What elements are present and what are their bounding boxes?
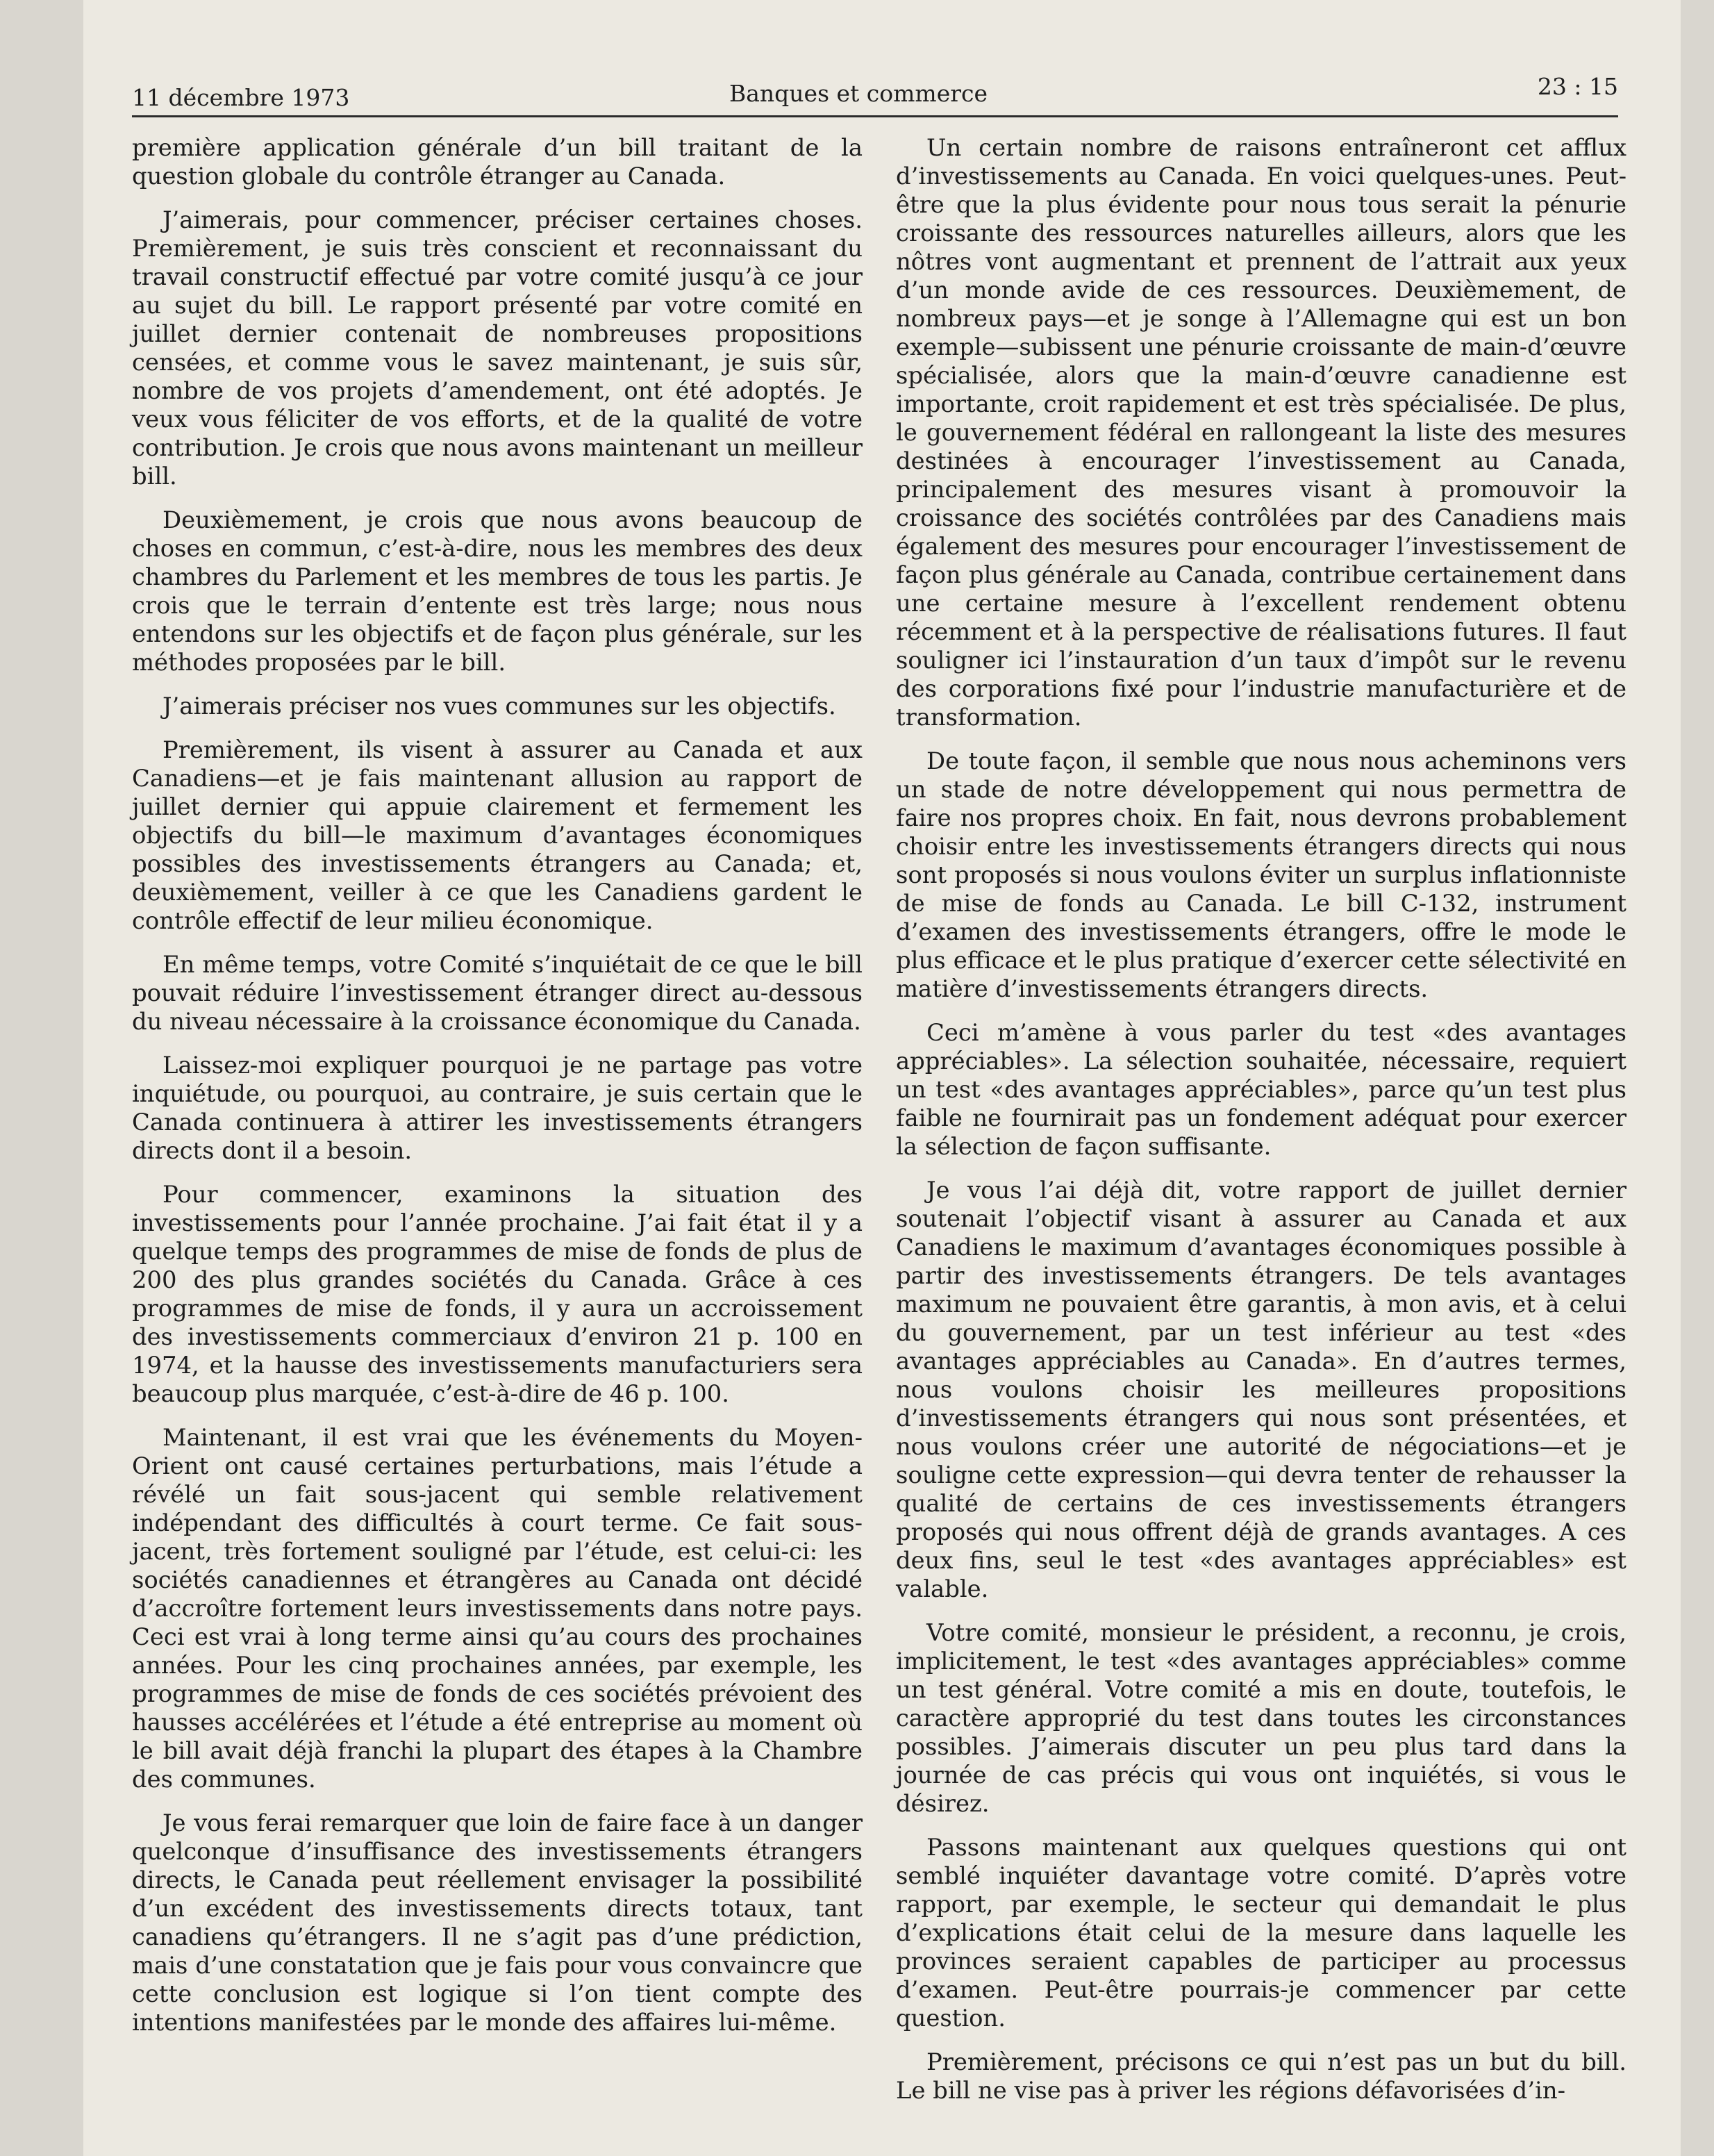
paragraph: Un certain nombre de raisons entraîneront cet afflux d’investissements au Canada. En voici quelques-unes. Peut-être que la plus évidente pour nous tous serait la pénurie croissante des ressources naturelles ailleurs, alors que les nôtres vont augmentant et prennent de l’attrait aux yeux d’un monde avide de ces ressources. Deuxièmement, de nombreux pays—et je songe à l’Allemagne qui est un bon exemple—subissent une pénurie croissante de main-d’œuvre spécialisée, alors que la main-d’œuvre canadienne est importante, croit rapidement et est très spécialisée. De plus, le gouvernement fédéral en rallongeant la liste des mesures destinées à encourager l’investissement au Canada, principalement des mesures visant à promouvoir la croissance des sociétés contrôlées par des Canadiens mais également des mesures pour encourager l’investissement de façon plus générale au Canada, contribue certainement dans une certaine mesure à l’excellent rendement obtenu récemment et à la perspective de réalisations futures. Il faut souligner ici l’instauration d’un taux d’impôt sur le revenu des corporations fixé pour l’industrie manufacturière et de transformation. [896, 134, 1626, 731]
paragraph: Premièrement, ils visent à assurer au Canada et aux Canadiens—et je fais maintenant allusion au rapport de juillet dernier qui appuie clairement et fermement les objectifs du bill—le maximum d’avantages économiques possibles des investissements étrangers au Canada; et, deuxièmement, veiller à ce que les Canadiens gardent le contrôle effectif de leur milieu économique. [132, 736, 863, 934]
paragraph: première application générale d’un bill traitant de la question globale du contrôle étranger au Canada. [132, 134, 863, 190]
paragraph: Laissez-moi expliquer pourquoi je ne partage pas votre inquiétude, ou pourquoi, au contraire, je suis certain que le Canada continuera à attirer les investissements étrangers directs dont il a besoin. [132, 1052, 863, 1164]
paragraph: De toute façon, il semble que nous nous acheminons vers un stade de notre développement qui nous permettra de faire nos propres choix. En fait, nous devrons probablement choisir entre les investissements étrangers directs qui nous sont proposés si nous voulons éviter un surplus inflationniste de mise de fonds au Canada. Le bill C-132, instrument d’examen des investissements étrangers, offre le mode le plus efficace et le plus pratique d’exercer cette sélectivité en matière d’investissements étrangers directs. [896, 747, 1626, 1002]
header-date: 11 décembre 1973 [132, 84, 350, 111]
paragraph: J’aimerais préciser nos vues communes sur les objectifs. [163, 693, 836, 720]
running-header [132, 67, 1618, 117]
paragraph: Passons maintenant aux quelques questions qui ont semblé inquiéter davantage votre comité. D’après votre rapport, par exemple, le secteur qui demandait le plus d’explications était celui de la mesure dans laquelle les provinces seraient capables de participer au processus d’examen. Peut-être pourrais-je commencer par cette question. [896, 1834, 1626, 2032]
paragraph: J’aimerais, pour commencer, préciser certaines choses. Premièrement, je suis très conscient et reconnaissant du travail constructif effectué par votre comité jusqu’à ce jour au sujet du bill. Le rapport présenté par votre comité en juillet dernier contenait de nombreuses propositions censées, et comme vous le savez maintenant, je suis sûr, nombre de vos projets d’amendement, ont été adoptés. Je veux vous féliciter de vos efforts, et de la qualité de votre contribution. Je crois que nous avons maintenant un meilleur bill. [132, 206, 863, 490]
paragraph: Je vous l’ai déjà dit, votre rapport de juillet dernier soutenait l’objectif visant à assurer au Canada et aux Canadiens le maximum d’avantages économiques possible à partir des investissements étrangers. De tels avantages maximum ne pouvaient être garantis, à mon avis, et à celui du gouvernement, par un test inférieur au test «des avantages appréciables au Canada». En d’autres termes, nous voulons choisir les meilleures propositions d’investissements étrangers qui nous sont présentées, et nous voulons créer une autorité de négociations—et je souligne cette expression—qui devra tenter de rehausser la qualité de certains de ces investissements étrangers proposés qui nous offrent déjà de grands avantages. A ces deux fins, seul le test «des avantages appréciables» est valable. [896, 1177, 1626, 1602]
left-column [132, 133, 863, 2134]
paragraph: Deuxièmement, je crois que nous avons beaucoup de choses en commun, c’est-à-dire, nous les membres des deux chambres du Parlement et les membres de tous les partis. Je crois que le terrain d’entente est très large; nous nous entendons sur les objectifs et de façon plus générale, sur les méthodes proposées par le bill. [132, 506, 863, 676]
paragraph: En même temps, votre Comité s’inquiétait de ce que le bill pouvait réduire l’investissement étranger direct au-dessous du niveau nécessaire à la croissance économique du Canada. [132, 951, 863, 1035]
header-title: Banques et commerce [729, 80, 988, 107]
paragraph: Pour commencer, examinons la situation des investissements pour l’année prochaine. J’ai fait état il y a quelque temps des programmes de mise de fonds de plus de 200 des plus grandes sociétés du Canada. Grâce à ces programmes de mise de fonds, il y aura un accroissement des investissements commerciaux d’environ 21 p. 100 en 1974, et la hausse des investissements manufacturiers sera beaucoup plus marquée, c’est-à-dire de 46 p. 100. [132, 1181, 863, 1407]
paragraph: Premièrement, précisons ce qui n’est pas un but du bill. Le bill ne vise pas à priver les régions défavorisées d’in- [896, 2048, 1626, 2104]
paragraph: Je vous ferai remarquer que loin de faire face à un danger quelconque d’insuffisance des investissements étrangers directs, le Canada peut réellement envisager la possibilité d’un excédent des investissements directs totaux, tant canadiens qu’étrangers. Il ne s’agit pas d’une prédiction, mais d’une constatation que je fais pour vous convaincre que cette conclusion est logique si l’on tient compte des intentions manifestées par le monde des affaires lui-même. [132, 1809, 863, 2036]
right-column [896, 133, 1626, 2134]
page-number: 23 : 15 [1537, 73, 1618, 100]
paragraph: Votre comité, monsieur le président, a reconnu, je crois, implicitement, le test «des avantages appréciables» comme un test général. Votre comité a mis en doute, toutefois, le caractère approprié du test dans toutes les circonstances possibles. J’aimerais discuter un peu plus tard dans la journée de cas précis qui vous ont inquiétés, si vous le désirez. [896, 1619, 1626, 1817]
paragraph: Ceci m’amène à vous parler du test «des avantages appréciables». La sélection souhaitée, nécessaire, requiert un test «des avantages appréciables», parce qu’un test plus faible ne fournirait pas un fondement adéquat pour exercer la sélection de façon suffisante. [896, 1019, 1626, 1160]
paragraph: Maintenant, il est vrai que les événements du Moyen-Orient ont causé certaines perturbations, mais l’étude a révélé un fait sous-jacent qui semble relativement indépendant des difficultés à court terme. Ce fait sous-jacent, très fortement souligné par l’étude, est celui-ci: les sociétés canadiennes et étrangères au Canada ont décidé d’accroître fortement leurs investissements dans notre pays. Ceci est vrai à long terme ainsi qu’au cours des prochaines années. Pour les cinq prochaines années, par exemple, les programmes de mise de fonds de ces sociétés prévoient des hausses accélérées et l’étude a été entreprise au moment où le bill avait déjà franchi la plupart des étapes à la Chambre des communes. [132, 1424, 863, 1793]
